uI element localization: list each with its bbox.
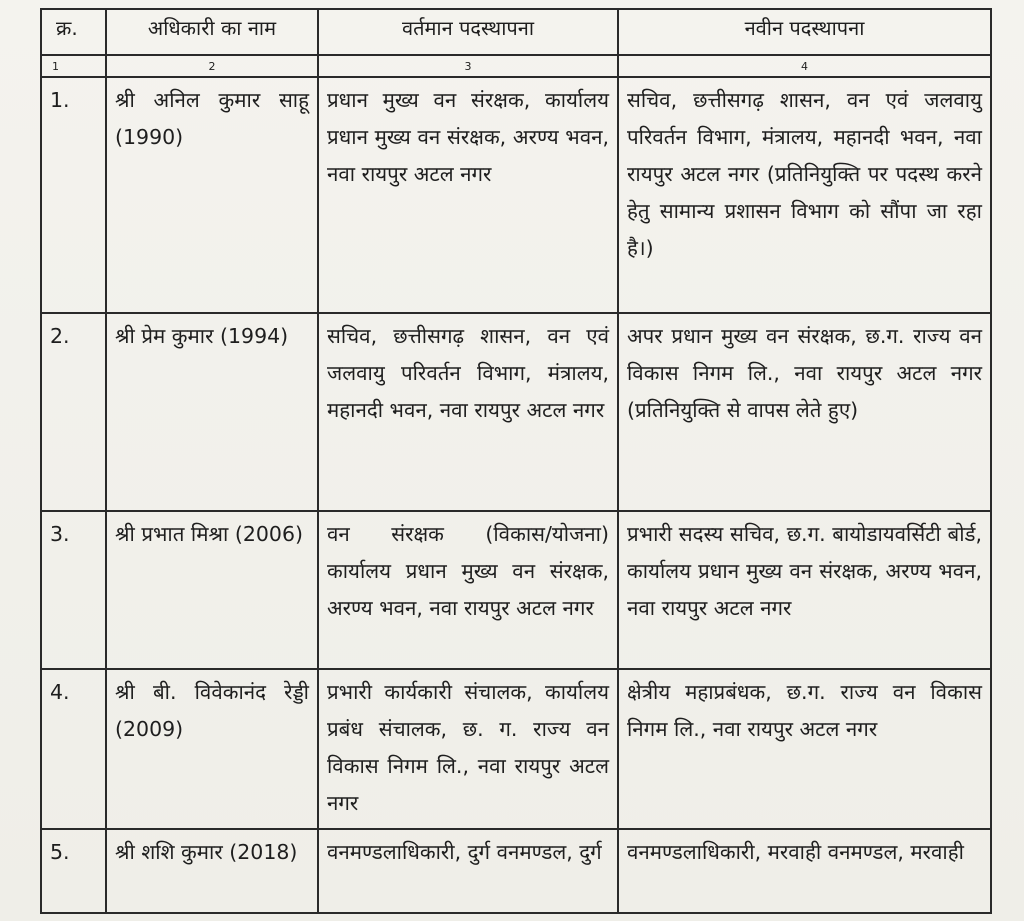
column-number-2: 2 [106,55,318,77]
serial-number: 5. [41,829,106,913]
header-current-posting: वर्तमान पदस्थापना [318,9,618,55]
table-row [41,511,991,669]
serial-number: 1. [41,77,106,313]
column-number-row [41,55,991,77]
table-row [41,313,991,511]
new-posting: क्षेत्रीय महाप्रबंधक, छ.ग. राज्य वन विकास निगम लि., नवा रायपुर अटल नगर [618,669,991,829]
current-posting: वन संरक्षक (विकास/योजना) कार्यालय प्रधान मुख्य वन संरक्षक, अरण्य भवन, नवा रायपुर अटल नगर [318,511,618,669]
officer-name: श्री शशि कुमार (2018) [106,829,318,913]
officer-name: श्री प्रेम कुमार (1994) [106,313,318,511]
table-row [41,669,991,829]
new-posting: अपर प्रधान मुख्य वन संरक्षक, छ.ग. राज्य वन विकास निगम लि., नवा रायपुर अटल नगर (प्रतिनियुक्ति से वापस लेते हुए) [618,313,991,511]
table-row [41,829,991,913]
new-posting: प्रभारी सदस्य सचिव, छ.ग. बायोडायवर्सिटी बोर्ड, कार्यालय प्रधान मुख्य वन संरक्षक, अरण्य भवन, नवा रायपुर अटल नगर [618,511,991,669]
column-number-3: 3 [318,55,618,77]
header-row [41,9,991,55]
current-posting: प्रधान मुख्य वन संरक्षक, कार्यालय प्रधान मुख्य वन संरक्षक, अरण्य भवन, नवा रायपुर अटल नगर [318,77,618,313]
new-posting: सचिव, छत्तीसगढ़ शासन, वन एवं जलवायु परिवर्तन विभाग, मंत्रालय, महानदी भवन, नवा रायपुर अटल नगर (प्रतिनियुक्ति पर पदस्थ करने हेतु सामान्य प्रशासन विभाग को सौंपा जा रहा है।) [618,77,991,313]
current-posting: सचिव, छत्तीसगढ़ शासन, वन एवं जलवायु परिवर्तन विभाग, मंत्रालय, महानदी भवन, नवा रायपुर अटल नगर [318,313,618,511]
officer-name: श्री अनिल कुमार साहू (1990) [106,77,318,313]
transfer-posting-table [40,8,992,914]
officer-name: श्री प्रभात मिश्रा (2006) [106,511,318,669]
serial-number: 3. [41,511,106,669]
officer-name: श्री बी. विवेकानंद रेड्डी (2009) [106,669,318,829]
header-new-posting: नवीन पदस्थापना [618,9,991,55]
header-serial: क्र. [41,9,106,55]
column-number-4: 4 [618,55,991,77]
table-row [41,77,991,313]
column-number-1: 1 [41,55,106,77]
header-officer-name: अधिकारी का नाम [106,9,318,55]
current-posting: प्रभारी कार्यकारी संचालक, कार्यालय प्रबंध संचालक, छ. ग. राज्य वन विकास निगम लि., नवा रायपुर अटल नगर [318,669,618,829]
new-posting: वनमण्डलाधिकारी, मरवाही वनमण्डल, मरवाही [618,829,991,913]
current-posting: वनमण्डलाधिकारी, दुर्ग वनमण्डल, दुर्ग [318,829,618,913]
serial-number: 4. [41,669,106,829]
serial-number: 2. [41,313,106,511]
